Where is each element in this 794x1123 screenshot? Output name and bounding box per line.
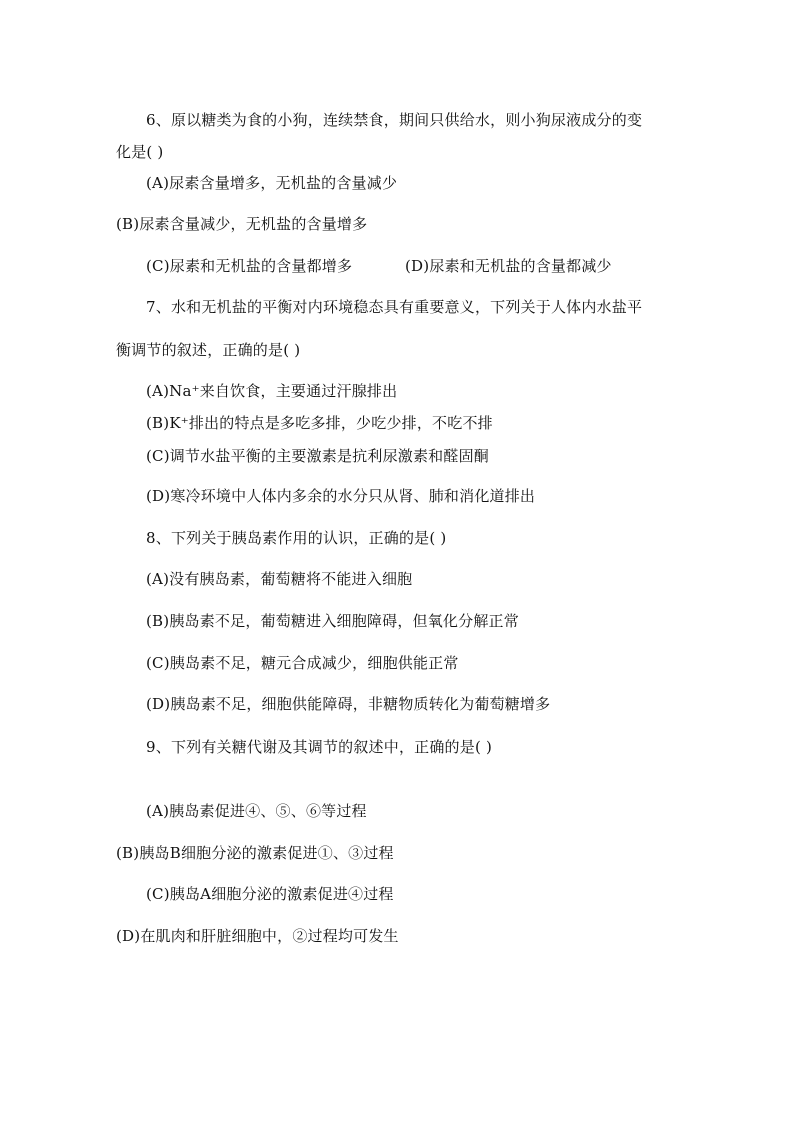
question-6-stem-continued: 化是( )	[116, 143, 164, 161]
question-8-stem: 8、下列关于胰岛素作用的认识，正确的是( )	[146, 529, 447, 547]
question-8-option-d: (D)胰岛素不足，细胞供能障碍，非糖物质转化为葡萄糖增多	[146, 695, 551, 713]
question-7-option-b: (B)K⁺排出的特点是多吃多排，少吃少排，不吃不排	[146, 414, 493, 432]
question-9-option-c: (C)胰岛A细胞分泌的激素促进④过程	[146, 885, 394, 903]
question-6-option-d: (D)尿素和无机盐的含量都减少	[405, 257, 612, 275]
question-7-option-d: (D)寒冷环境中人体内多余的水分只从肾、肺和消化道排出	[146, 487, 536, 505]
question-9-option-b: (B)胰岛B细胞分泌的激素促进①、③过程	[116, 844, 394, 862]
question-8-option-b: (B)胰岛素不足，葡萄糖进入细胞障碍，但氧化分解正常	[146, 612, 519, 630]
question-7-option-a: (A)Na⁺来自饮食，主要通过汗腺排出	[146, 382, 398, 400]
question-9-option-a: (A)胰岛素促进④、⑤、⑥等过程	[146, 802, 367, 820]
question-6-stem: 6、原以糖类为食的小狗，连续禁食，期间只供给水，则小狗尿液成分的变	[146, 111, 643, 129]
question-9-stem: 9、下列有关糖代谢及其调节的叙述中，正确的是( )	[146, 738, 493, 756]
question-8-option-a: (A)没有胰岛素，葡萄糖将不能进入细胞	[146, 570, 413, 588]
question-7-option-c: (C)调节水盐平衡的主要激素是抗利尿激素和醛固酮	[146, 447, 489, 465]
question-6-option-a: (A)尿素含量增多，无机盐的含量减少	[146, 174, 398, 192]
question-9-option-d: (D)在肌肉和肝脏细胞中，②过程均可发生	[116, 927, 399, 945]
question-7-stem-continued: 衡调节的叙述，正确的是( )	[116, 341, 301, 359]
question-7-stem: 7、水和无机盐的平衡对内环境稳态具有重要意义，下列关于人体内水盐平	[146, 298, 643, 316]
question-6-option-b: (B)尿素含量减少，无机盐的含量增多	[116, 215, 368, 233]
question-6-option-c: (C)尿素和无机盐的含量都增多	[146, 257, 353, 275]
question-8-option-c: (C)胰岛素不足，糖元合成减少，细胞供能正常	[146, 654, 459, 672]
